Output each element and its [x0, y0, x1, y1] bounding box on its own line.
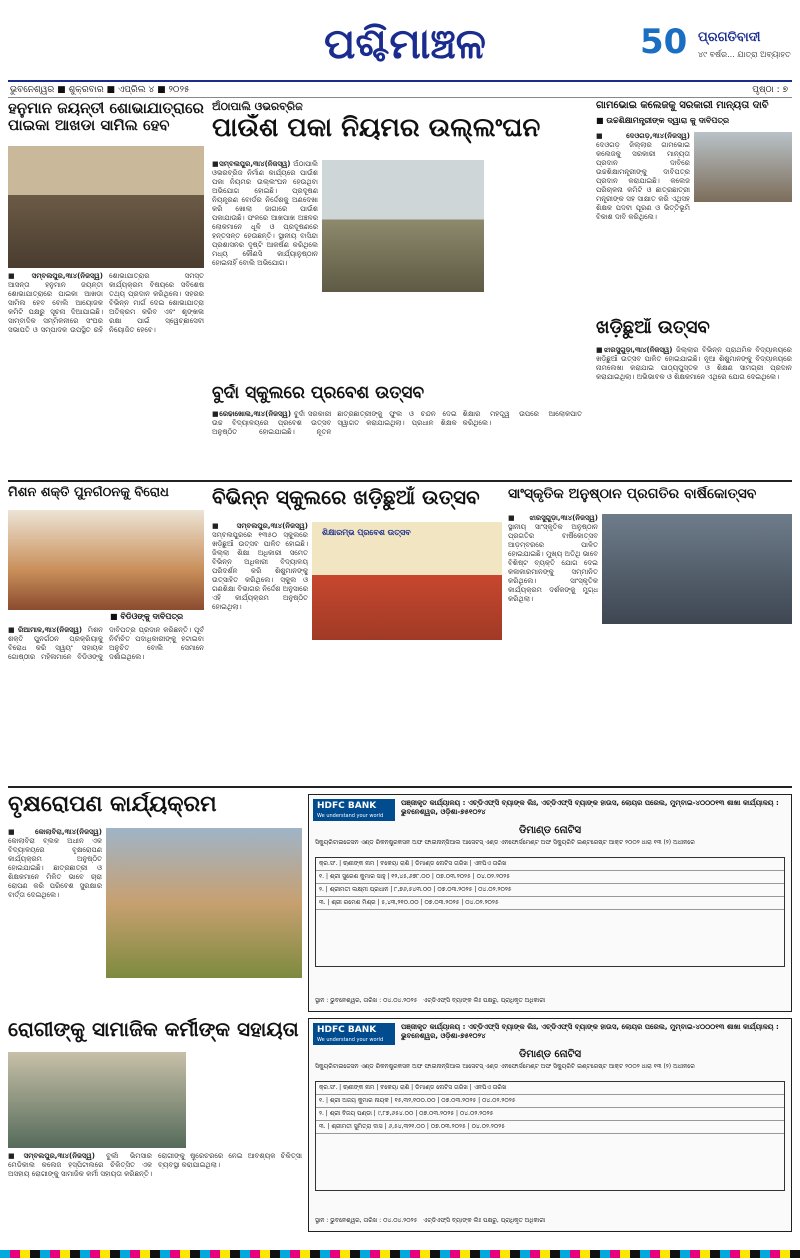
story-khadi — [596, 346, 792, 476]
headline-khadi: ଖଡ଼ିଛୁଆଁ ଉତ୍ସବ — [596, 318, 710, 338]
table-row: ୨. | ଶ୍ରୀମତୀ ଲକ୍ଷ୍ମୀ ପ୍ରଧାନ | ୮,୭୬,୫୪୩.୦୦ | ୦୭.୦୩.୨୦୨୫ | ୦୪.୦୨.୨୦୨୫ — [316, 884, 784, 897]
headline-mission: ମିଶନ ଶକ୍ତି ପୁନର୍ଗଠନକୁ ବିରୋଧ — [8, 486, 169, 500]
subhead-mission: ■ ବିଡିଓଙ୍କୁ ଦାବିପତ୍ର — [110, 612, 184, 621]
brand-logo — [640, 18, 795, 68]
hdfc-logo-tag: We understand your world — [317, 813, 384, 819]
brand-name: ପ୍ରଗତିବାଦୀ — [698, 30, 761, 45]
photo-ash-dumping-site — [322, 160, 484, 292]
story-pauns-col3 — [488, 160, 582, 380]
dateline-rogi: ■ସମ୍ବଲପୁର,୩ା୪(ନିଜସ୍ୱ) — [8, 1152, 95, 1160]
dateline-khadi: ■ଝାରସୁଗୁଡ଼ା,୩ା୪(ନିଜସ୍ୱ) — [596, 346, 673, 354]
headline-hanuman: ହନୁମାନ ଜୟନ୍ତୀ ଶୋଭାଯାତ୍ରାରେ ପାଇକା ଆଖଡା ସାମିଲ ହେବ — [8, 100, 204, 135]
hdfc-logo — [313, 1023, 395, 1045]
story-schools-cont — [312, 644, 502, 782]
headline-plantation: ବୃକ୍ଷରୋପଣ କାର୍ଯ୍ୟକ୍ରମ — [8, 792, 217, 817]
ad-footer — [315, 1217, 785, 1225]
story-plantation-text: କୋଲାବିରା ବ୍ଲକ ଅଧୀନ ଏକ ବିଦ୍ୟାଳୟରେ ବୃକ୍ଷରୋପଣ କାର୍ଯ୍ୟକ୍ରମ ଅନୁଷ୍ଠିତ ହୋଇଯାଇଛି। ଛାତ୍ରଛାତ୍ରୀ ଓ ଶିକ୍ଷକମାନେ ମିଳିତ ଭାବେ ଚାରା ରୋପଣ କରି ପରିବେଶ ସୁରକ୍ଷାର ବାର୍ତ୍ତା ଦେଇଥିଲେ। — [8, 837, 102, 899]
print-registration-bar — [0, 1250, 800, 1258]
hdfc-logo — [313, 799, 395, 821]
story-pauns-col1 — [212, 160, 318, 380]
ad-subtitle: ସିକ୍ୟୁରିଟାଇଜେସନ ଏଣ୍ଡ ରିକନଷ୍ଟ୍ରକସନ ଅଫ ଫାଇନାନ୍ସିଆଲ ଆସେଟସ୍ ଏଣ୍ଡ ଏନଫୋର୍ସମେଣ୍ଟ ଅଫ ସିକ୍ୟୁରିଟି ଇଣ୍ଟରେଷ୍ଟ ଆକ୍ଟ ୨୦୦୨ ଧାରା ୧୩ (୨) ଅଧୀନରେ — [315, 1063, 695, 1070]
dateline-plantation: ■କୋଲାବିରା,୩ା୪(ନିଜସ୍ୱ) — [8, 828, 102, 836]
story-sanskritik — [508, 514, 598, 614]
story-sanskritik-text: ସ୍ଥାନୀୟ ସାଂସ୍କୃତିକ ଅନୁଷ୍ଠାନ ପ୍ରଗତିର ବାର୍ଷିକୋତ୍ସବ ଆଡ଼ମ୍ବରରେ ପାଳିତ ହୋଇଯାଇଛି। ମୁଖ୍ୟ ଅତିଥି ଭାବେ ବିଶିଷ୍ଟ ବ୍ୟକ୍ତି ଯୋଗ ଦେଇ କଳାକାରମାନଙ୍କୁ ସମ୍ମାନିତ କରିଥିଲେ। ସାଂସ୍କୃତିକ କାର୍ଯ୍ୟକ୍ରମ ଦର୍ଶକଙ୍କୁ ମୁଗ୍ଧ କରିଥିଲା। — [508, 523, 598, 603]
hdfc-logo-tag: We understand your world — [317, 1037, 384, 1043]
ad-title: ଡିମାଣ୍ଡ ନୋଟିସ — [518, 1049, 582, 1060]
hdfc-notice-2 — [308, 1018, 792, 1232]
story-schools-text: ସମ୍ବଲପୁରରେ ୧୩୫୦ ସ୍କୁଲରେ ଖଡ଼ିଛୁଆଁ ଉତ୍ସବ ପାଳିତ ହୋଇଛି। ଜିଲ୍ଲା ଶିକ୍ଷା ଅଧିକାରୀ ସମେତ ବିଭିନ୍ନ ଅଧିକାରୀ ବିଦ୍ୟାଳୟ ପରିଦର୍ଶନ କରି ଶିଶୁମାନଙ୍କୁ ଉତ୍ସାହିତ କରିଥିଲେ। ସ୍କୁଲ ଓ ଗଣଶିକ୍ଷା ବିଭାଗର ନିର୍ଦ୍ଦେଶ ଅନୁସାରେ ଏହି କାର୍ଯ୍ୟକ୍ରମ ଅନୁଷ୍ଠିତ ହୋଇଥିଲା। — [212, 531, 308, 611]
dateline-pauns: ■ସମ୍ବଲପୁର,୩ା୪(ନିଜସ୍ୱ) — [212, 160, 291, 168]
photo-college-delegation — [694, 132, 792, 202]
story-gram — [596, 132, 690, 262]
dateline-gram: ■ଦେଓଗଡ଼,୩ା୪(ନିଜସ୍ୱ) — [596, 132, 690, 140]
ad-signatory: ଏଚ୍‌ଡିଏଫ୍‌ସି ବ୍ୟାଙ୍କ ଲିଃ ପକ୍ଷରୁ, ପ୍ରାଧିକୃତ ଅଧିକାରୀ — [423, 997, 546, 1004]
photo-patient-help — [8, 1052, 186, 1148]
ad-table — [315, 857, 785, 967]
brand-50-mark: 50 — [640, 22, 688, 62]
photo-mission-shakti — [8, 510, 204, 610]
headline-burda: ବୁର୍ଦା ସ୍କୁଲରେ ପ୍ରବେଶ ଉତ୍ସବ — [212, 384, 425, 403]
table-row: କ୍ର.ସଂ. | ଋଣୀଙ୍କ ନାମ | ବକେୟା ରାଶି | ଡିମାଣ୍ଡ ନୋଟିସ ତାରିଖ | ଏନପିଏ ତାରିଖ — [316, 1082, 784, 1095]
dateline-sanskritik: ■ଝାରସୁଗୁଡ଼ା,୩ା୪(ନିଜସ୍ୱ) — [508, 514, 598, 522]
story-mission — [8, 626, 204, 784]
story-plantation-cont — [106, 982, 302, 1012]
photo-annual-function — [602, 514, 792, 624]
headline-sanskritik: ସାଂସ୍କୃତିକ ଅନୁଷ୍ଠାନ ପ୍ରଗତିର ବାର୍ଷିକୋତ୍ସବ — [508, 486, 757, 502]
hdfc-notice-1 — [308, 794, 792, 1012]
ad-place-date: ସ୍ଥାନ : ଭୁବନେଶ୍ୱର, ତାରିଖ : ୦୪.୦୪.୨୦୨୫ — [315, 1217, 418, 1224]
hdfc-logo-text: HDFC BANK — [317, 1025, 377, 1035]
page-number: ପୃଷ୍ଠା : ୭ — [752, 85, 788, 95]
headline-pauns: ପାଉଁଶ ପକା ନିୟମର ଉଲ୍ଲଂଘନ — [212, 114, 541, 143]
dateline-bar — [8, 80, 792, 98]
dateline-burda: ■ରେଢାଖୋଲ,୩ା୪(ନିଜସ୍ୱ) — [212, 410, 292, 418]
table-row: କ୍ର.ସଂ. | ଋଣୀଙ୍କ ନାମ | ବକେୟା ରାଶି | ଡିମାଣ୍ଡ ନୋଟିସ ତାରିଖ | ଏନପିଏ ତାରିଖ — [316, 858, 784, 871]
divider-2 — [8, 786, 792, 788]
story-gram-text: ଦେଓଗଡ଼ ଜିଲ୍ଲାର ଗାମଭୋଇ କଲେଜକୁ ସରକାରୀ ମାନ୍ୟତା ପ୍ରଦାନ ଦାବିରେ ଉଚ୍ଚଶିକ୍ଷାମନ୍ତ୍ରୀଙ୍କୁ ଦାବିପତ୍ର ପ୍ରଦାନ କରାଯାଇଛି। କଲେଜ ପରିଚାଳନା କମିଟି ଓ ଛାତ୍ରଛାତ୍ରୀ ମନ୍ତ୍ରୀଙ୍କ ସହ ସାକ୍ଷାତ କରି ଏଥିସହ ଶିକ୍ଷକ ପଦବୀ ପୂରଣ ଓ ଭିତ୍ତିଭୂମି ବିକାଶ ଦାବି କରିଥିଲେ। — [596, 141, 690, 221]
ad-place-date: ସ୍ଥାନ : ଭୁବନେଶ୍ୱର, ତାରିଖ : ୦୪.୦୪.୨୦୨୫ — [315, 997, 418, 1004]
story-rogi — [8, 1152, 302, 1232]
story-pauns-text: ଅଁଠାପାଲି ଓଭରବ୍ରିଜ ନିର୍ମାଣ କାର୍ଯ୍ୟରେ ପାଉଁଶ ପକା ନିୟମର ଉଲ୍ଲଂଘନ ହେଉଥିବା ଅଭିଯୋଗ ହୋଇଛି। ପ୍ରଦୂଷଣ ନିୟନ୍ତ୍ରଣ ବୋର୍ଡର ନିର୍ଦ୍ଦେଶକୁ ଅଣଦେଖା କରି ଖୋଲା ଜାଗାରେ ପାଉଁଶ ପକାଯାଉଛି। ଫଳରେ ଆଖପାଖ ଅଞ୍ଚଳର ଲୋକମାନେ ଧୂଳି ଓ ପ୍ରଦୂଷଣରେ ହନ୍ତସନ୍ତ ହେଉଛନ୍ତି। ସ୍ଥାନୀୟ ବାସିନ୍ଦା ପ୍ରଶାସନର ଦୃଷ୍ଟି ଆକର୍ଷଣ କରିଥିଲେ ମଧ୍ୟ କୌଣସି କାର୍ଯ୍ୟାନୁଷ୍ଠାନ ହୋଇନାହିଁ ବୋଲି ଅଭିଯୋଗ। — [212, 160, 318, 267]
headline-rogi: ରୋଗୀଙ୍କୁ ସାମାଜିକ କର୍ମୀଙ୍କ ସହାୟତା — [8, 1018, 299, 1041]
dateline-mission: ■ରିଆମାଳ,୩ା୪(ନିଜସ୍ୱ) — [8, 626, 83, 634]
hdfc-logo-text: HDFC BANK — [317, 801, 377, 811]
photo-school-event — [312, 522, 502, 640]
brand-tagline: ୪୯ ବର୍ଷର... ଯାତ୍ରା ଅବ୍ୟାହତ — [698, 50, 791, 59]
ad-signatory: ଏଚ୍‌ଡିଏଫ୍‌ସି ବ୍ୟାଙ୍କ ଲିଃ ପକ୍ଷରୁ, ପ୍ରାଧିକୃତ ଅଧିକାରୀ — [423, 1217, 546, 1224]
headline-schools: ବିଭିନ୍ନ ସ୍କୁଲରେ ଖଡ଼ିଛୁଆଁ ଉତ୍ସବ — [212, 486, 480, 509]
banner-text: ଶିକ୍ଷାରମ୍ଭ ପ୍ରବେଶ ଉତ୍ସବ — [322, 528, 411, 537]
story-khadi-text: ଜିଲ୍ଲାର ବିଭିନ୍ନ ପ୍ରାଥମିକ ବିଦ୍ୟାଳୟରେ ଖଡ଼ିଛୁଆଁ ଉତ୍ସବ ପାଳିତ ହୋଇଯାଇଛି। ନୂଆ ଶିଶୁମାନଙ୍କୁ ବିଦ୍ୟାଳୟରେ ନାମଲେଖା କରାଯାଇ ପାଠ୍ୟପୁସ୍ତକ ଓ ଶିକ୍ଷଣ ସାମଗ୍ରୀ ପ୍ରଦାନ କରାଯାଇଥିଲା। ଅଭିଭାବକ ଓ ଶିକ୍ଷକମାନେ ଏଥିରେ ଯୋଗ ଦେଇଥିଲେ। — [596, 346, 792, 381]
ad-table — [315, 1081, 785, 1191]
table-row: ୨. | ଶ୍ରୀ ବିଜୟ ପଣ୍ଡା | ୯,୮୭,୬୫୪.୦୦ | ୦୭.୦୩.୨୦୨୫ | ୦୪.୦୨.୨୦୨୫ — [316, 1108, 784, 1121]
ad-footer — [315, 997, 785, 1005]
photo-plantation — [106, 828, 302, 978]
ad-address: ପଞ୍ଜୀକୃତ କାର୍ଯ୍ୟାଳୟ : ଏଚ୍‌ଡିଏଫ୍‌ସି ବ୍ୟାଙ୍କ ଲିଃ, ଏଚ୍‌ଡିଏଫ୍‌ସି ବ୍ୟାଙ୍କ ହାଉସ, ଲୋୟର ପରେଲ, ମୁମ୍ବାଇ-୪୦୦୦୧୩ ଶାଖା କାର୍ଯ୍ୟାଳୟ : ଭୁବନେଶ୍ୱର, ଓଡ଼ିଶା-୭୫୧୦୨୪ — [401, 799, 779, 816]
story-schools — [212, 522, 308, 782]
ad-address: ପଞ୍ଜୀକୃତ କାର୍ଯ୍ୟାଳୟ : ଏଚ୍‌ଡିଏଫ୍‌ସି ବ୍ୟାଙ୍କ ଲିଃ, ଏଚ୍‌ଡିଏଫ୍‌ସି ବ୍ୟାଙ୍କ ହାଉସ, ଲୋୟର ପରେଲ, ମୁମ୍ବାଇ-୪୦୦୦୧୩ ଶାଖା କାର୍ଯ୍ୟାଳୟ : ଭୁବନେଶ୍ୱର, ଓଡ଼ିଶା-୭୫୧୦୨୪ — [401, 1023, 779, 1040]
story-burda — [212, 410, 582, 474]
table-row: ୩. | ଶ୍ରୀ ରମେଶ ମିଶ୍ର | ୫,୪୩,୨୧୦.୦୦ | ୦୭.୦୩.୨୦୨୫ | ୦୪.୦୨.୨୦୨୫ — [316, 897, 784, 910]
dateline-schools: ■ସମ୍ବଲପୁର,୩ା୪(ନିଜସ୍ୱ) — [212, 522, 308, 530]
headline-gram: ଗାମଭୋଇ କଲେଜକୁ ସରକାରୀ ମାନ୍ୟତା ଦାବି — [596, 100, 769, 111]
ad-title: ଡିମାଣ୍ଡ ନୋଟିସ — [518, 825, 582, 836]
story-hanuman — [8, 272, 204, 482]
dateline-hanuman: ■ସମ୍ବଲପୁର,୩ା୪(ନିଜସ୍ୱ) — [8, 272, 103, 280]
story-sanskritik-cont — [508, 630, 792, 782]
photo-press-meet — [8, 146, 204, 268]
story-plantation — [8, 828, 102, 1008]
story-rogi-col — [190, 1052, 302, 1148]
subhead-gram: ■ ଉଚ୍ଚଶିକ୍ଷାମନ୍ତ୍ରୀଙ୍କ ଦ୍ୱାରା କୁ ଦାବିପତ୍ର — [596, 116, 730, 125]
table-row: ୧. | ଶ୍ରୀ ସୁରେଶ କୁମାର ସାହୁ | ୧୨,୪୫,୬୭୮.୦୦ | ୦୭.୦୩.୨୦୨୫ | ୦୪.୦୨.୨୦୨୫ — [316, 871, 784, 884]
ad-subtitle: ସିକ୍ୟୁରିଟାଇଜେସନ ଏଣ୍ଡ ରିକନଷ୍ଟ୍ରକସନ ଅଫ ଫାଇନାନ୍ସିଆଲ ଆସେଟସ୍ ଏଣ୍ଡ ଏନଫୋର୍ସମେଣ୍ଟ ଅଫ ସିକ୍ୟୁରିଟି ଇଣ୍ଟରେଷ୍ଟ ଆକ୍ଟ ୨୦୦୨ ଧାରା ୧୩ (୨) ଅଧୀନରେ — [315, 839, 695, 846]
table-row: ୩. | ଶ୍ରୀମତୀ ସୁମିତ୍ରା ଦାସ | ୬,୫୪,୩୨୧.୦୦ | ୦୭.୦୩.୨୦୨୫ | ୦୪.୦୨.୨୦୨୫ — [316, 1121, 784, 1134]
issue-date: ଭୁବନେଶ୍ୱର ■ ଶୁକ୍ରବାର ■ ଏପ୍ରିଲ ୪ ■ ୨୦୨୫ — [10, 85, 190, 95]
story-burda-text: ବୁର୍ଦା ସରକାରୀ ଉଚ୍ଚ ବିଦ୍ୟାଳୟରେ ପ୍ରବେଶ ଉତ୍ସବ ଅନୁଷ୍ଠିତ ହୋଇଯାଇଛି। ନୂତନ ଛାତ୍ରଛାତ୍ରୀଙ୍କୁ ଫୁଲ ଓ ଚନ୍ଦନ ଦେଇ ସ୍ୱାଗତ କରାଯାଇଥିଲା। ପ୍ରଧାନ ଶିକ୍ଷକ ଶିକ୍ଷାର ମହତ୍ତ୍ୱ ଉପରେ ଆଲୋକପାତ କରିଥିଲେ। — [212, 410, 582, 436]
story-mission-text: ମିଶନ ଶକ୍ତି ପୁନର୍ଗଠନ ପ୍ରକ୍ରିୟାକୁ ବିରୋଧ କରି ସ୍ୱୟଂ ସହାୟକ ଗୋଷ୍ଠୀର ମହିଳାମାନେ ବିଡିଓଙ୍କୁ ଦାବିପତ୍ର ପ୍ରଦାନ କରିଛନ୍ତି। ପୂର୍ବ ନିର୍ବାଚିତ ପଦାଧିକାରୀଙ୍କୁ ହଟାଇବା ଅନୁଚିତ ବୋଲି ସେମାନେ ଦର୍ଶାଇଥିଲେ। — [8, 626, 204, 661]
table-row: ୧. | ଶ୍ରୀ ଅଜୟ କୁମାର ନାୟକ | ୧୫,୩୨,୧୦୦.୦୦ | ୦୭.୦୩.୨୦୨୫ | ୦୪.୦୨.୨୦୨୫ — [316, 1095, 784, 1108]
story-hanuman-text: ଆସନ୍ତା ହନୁମାନ ଜୟନ୍ତୀ ଶୋଭାଯାତ୍ରାରେ ପାଇକା ଆଖଡା ସାମିଲ ହେବ ବୋଲି ଆୟୋଜକ କମିଟି ପକ୍ଷରୁ ସୂଚନା ଦିଆଯାଇଛି। ସାମ୍ବାଦିକ ସମ୍ମିଳନୀରେ ସଂଘର ସଭାପତି ଓ ସମ୍ପାଦକ ଉପସ୍ଥିତ ରହି ଶୋଭାଯାତ୍ରାର ସମସ୍ତ କାର୍ଯ୍ୟକ୍ରମ ବିଷୟରେ ସବିଶେଷ ତଥ୍ୟ ପ୍ରଦାନ କରିଥିଲେ। ସହରର ବିଭିନ୍ନ ମାର୍ଗ ଦେଇ ଶୋଭାଯାତ୍ରା ଅତିକ୍ରମ କରିବ ଏବଂ ଶୃଙ୍ଖଳା ରକ୍ଷା ପାଇଁ ସ୍ୱେଚ୍ଛାସେବୀ ନିୟୋଜିତ ହେବେ। — [8, 272, 204, 334]
masthead-title: ପଶ୍ଚିମାଞ୍ଚଳ — [323, 19, 487, 68]
story-rogi-text: ବୁର୍ଲା ଭିମସାର ମେଡିକାଲ କଲେଜ ହସ୍ପିଟାଲରେ ଚିକିତ୍ସିତ ଏକ ଅସହାୟ ରୋଗୀଙ୍କୁ ସାମାଜିକ କର୍ମୀ ସହାୟତା କରିଛନ୍ତି। ରୋଗୀଙ୍କୁ ଷ୍ଟ୍ରେଚରରେ ନେଇ ଆବଶ୍ୟକ ଚିକିତ୍ସା ବ୍ୟବସ୍ଥା କରାଯାଇଥିଲା। — [8, 1152, 302, 1178]
divider-1 — [8, 480, 792, 482]
kicker-athapali: ଅଁଠାପାଲି ଓଭରବ୍ରିଜ — [212, 100, 303, 113]
